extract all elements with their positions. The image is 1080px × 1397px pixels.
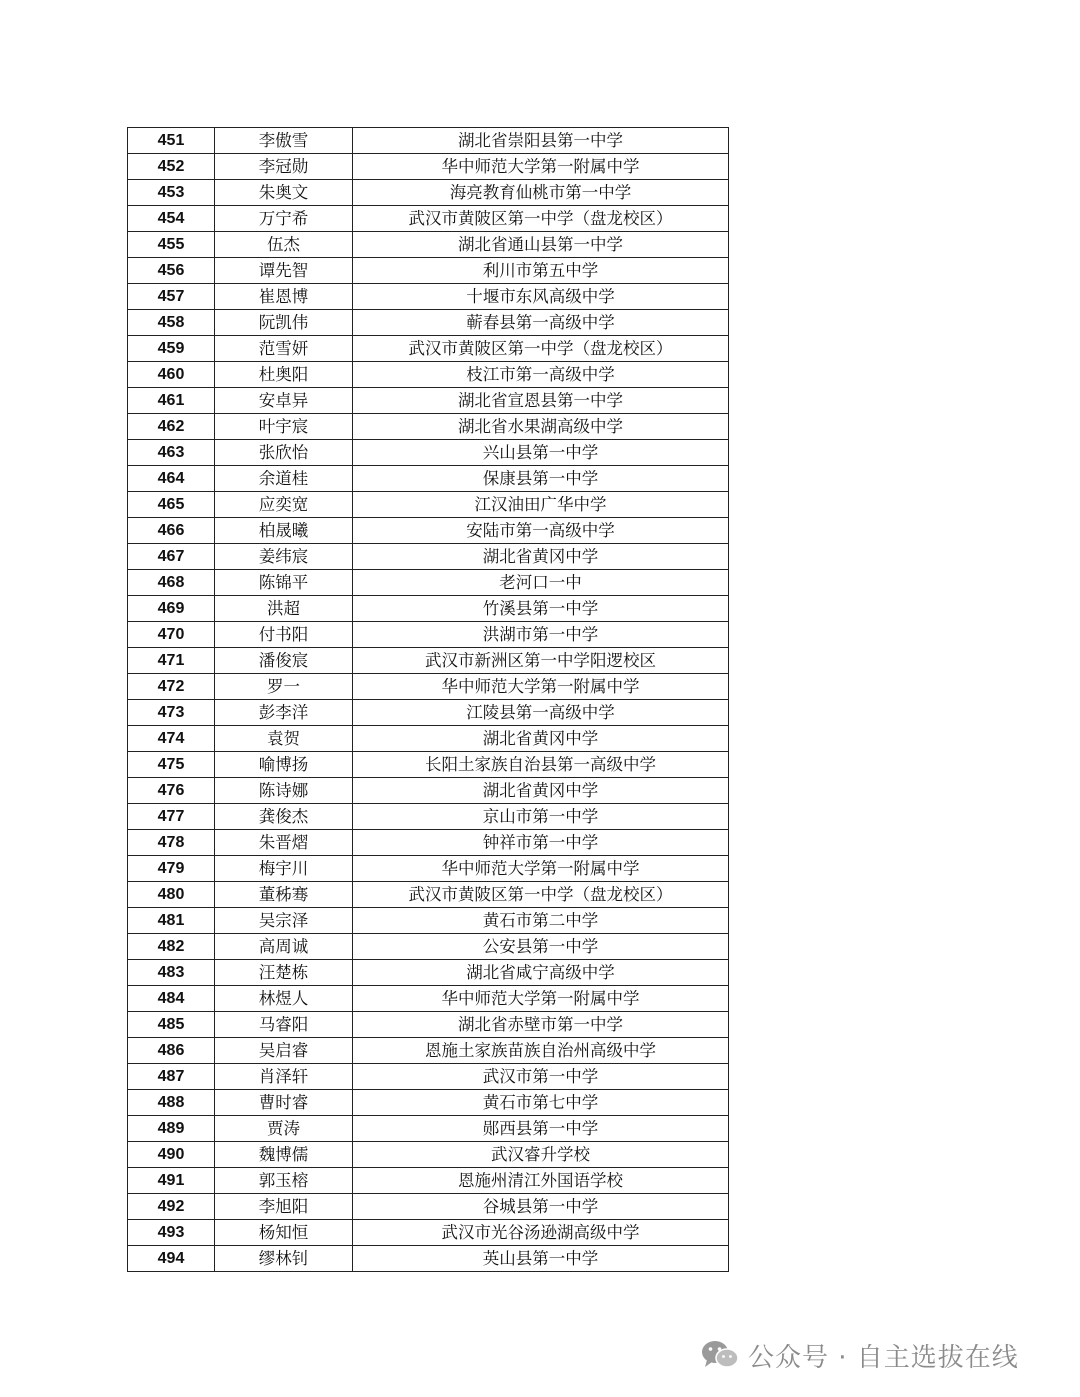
row-number: 471 [128, 648, 215, 674]
student-name: 阮凯伟 [215, 310, 353, 336]
student-name: 高周诚 [215, 934, 353, 960]
row-number: 455 [128, 232, 215, 258]
student-name: 叶宇宸 [215, 414, 353, 440]
table-row [128, 206, 729, 232]
student-name: 缪林钊 [215, 1246, 353, 1272]
row-number: 452 [128, 154, 215, 180]
school-name: 武汉市黄陂区第一中学（盘龙校区） [353, 882, 729, 908]
student-name: 袁贺 [215, 726, 353, 752]
table-row [128, 388, 729, 414]
row-number: 473 [128, 700, 215, 726]
school-name: 黄石市第二中学 [353, 908, 729, 934]
row-number: 469 [128, 596, 215, 622]
row-number: 485 [128, 1012, 215, 1038]
student-name: 张欣怡 [215, 440, 353, 466]
row-number: 478 [128, 830, 215, 856]
table-row [128, 362, 729, 388]
school-name: 英山县第一中学 [353, 1246, 729, 1272]
table-row [128, 1064, 729, 1090]
table-row [128, 310, 729, 336]
roster-table [127, 127, 729, 1272]
school-name: 江陵县第一高级中学 [353, 700, 729, 726]
student-name: 彭李洋 [215, 700, 353, 726]
table-row [128, 466, 729, 492]
school-name: 武汉市新洲区第一中学阳逻校区 [353, 648, 729, 674]
row-number: 461 [128, 388, 215, 414]
table-row [128, 700, 729, 726]
student-name: 姜纬宸 [215, 544, 353, 570]
table-row [128, 1142, 729, 1168]
table-row [128, 1090, 729, 1116]
student-name: 朱晋熠 [215, 830, 353, 856]
school-name: 湖北省赤壁市第一中学 [353, 1012, 729, 1038]
school-name: 保康县第一中学 [353, 466, 729, 492]
row-number: 460 [128, 362, 215, 388]
table-row [128, 1168, 729, 1194]
table-row [128, 960, 729, 986]
school-name: 长阳土家族自治县第一高级中学 [353, 752, 729, 778]
table-row [128, 180, 729, 206]
school-name: 湖北省水果湖高级中学 [353, 414, 729, 440]
school-name: 湖北省黄冈中学 [353, 544, 729, 570]
row-number: 451 [128, 128, 215, 154]
student-name: 万宁希 [215, 206, 353, 232]
table-row [128, 1116, 729, 1142]
row-number: 462 [128, 414, 215, 440]
row-number: 476 [128, 778, 215, 804]
row-number: 477 [128, 804, 215, 830]
row-number: 488 [128, 1090, 215, 1116]
table-row [128, 1038, 729, 1064]
row-number: 463 [128, 440, 215, 466]
table-row [128, 1220, 729, 1246]
row-number: 490 [128, 1142, 215, 1168]
row-number: 459 [128, 336, 215, 362]
table-row [128, 856, 729, 882]
school-name: 江汉油田广华中学 [353, 492, 729, 518]
student-name: 罗一 [215, 674, 353, 700]
student-name: 吴启睿 [215, 1038, 353, 1064]
school-name: 华中师范大学第一附属中学 [353, 674, 729, 700]
student-name: 林煜人 [215, 986, 353, 1012]
school-name: 华中师范大学第一附属中学 [353, 856, 729, 882]
row-number: 494 [128, 1246, 215, 1272]
student-name: 洪超 [215, 596, 353, 622]
row-number: 481 [128, 908, 215, 934]
row-number: 453 [128, 180, 215, 206]
student-name: 吴宗泽 [215, 908, 353, 934]
student-name: 曹时睿 [215, 1090, 353, 1116]
student-name: 喻博扬 [215, 752, 353, 778]
school-name: 安陆市第一高级中学 [353, 518, 729, 544]
school-name: 武汉市黄陂区第一中学（盘龙校区） [353, 206, 729, 232]
student-name: 安卓异 [215, 388, 353, 414]
table-row [128, 726, 729, 752]
row-number: 474 [128, 726, 215, 752]
table-row [128, 336, 729, 362]
school-name: 恩施土家族苗族自治州高级中学 [353, 1038, 729, 1064]
row-number: 487 [128, 1064, 215, 1090]
table-row [128, 882, 729, 908]
wechat-icon [700, 1338, 740, 1372]
table-row [128, 1246, 729, 1272]
school-name: 恩施州清江外国语学校 [353, 1168, 729, 1194]
table-row [128, 908, 729, 934]
row-number: 472 [128, 674, 215, 700]
school-name: 蕲春县第一高级中学 [353, 310, 729, 336]
table-row [128, 622, 729, 648]
student-name: 李冠勋 [215, 154, 353, 180]
table-row [128, 596, 729, 622]
student-name: 杨知恒 [215, 1220, 353, 1246]
table-row [128, 1012, 729, 1038]
student-name: 龚俊杰 [215, 804, 353, 830]
student-name: 郭玉榕 [215, 1168, 353, 1194]
school-name: 武汉市第一中学 [353, 1064, 729, 1090]
table-row [128, 830, 729, 856]
table-row [128, 1194, 729, 1220]
table-row [128, 544, 729, 570]
watermark [700, 1333, 1019, 1377]
school-name: 湖北省通山县第一中学 [353, 232, 729, 258]
school-name: 枝江市第一高级中学 [353, 362, 729, 388]
school-name: 老河口一中 [353, 570, 729, 596]
table-row [128, 154, 729, 180]
row-number: 464 [128, 466, 215, 492]
row-number: 486 [128, 1038, 215, 1064]
table-row [128, 752, 729, 778]
row-number: 456 [128, 258, 215, 284]
row-number: 458 [128, 310, 215, 336]
student-name: 肖泽轩 [215, 1064, 353, 1090]
student-name: 柏晟曦 [215, 518, 353, 544]
row-number: 491 [128, 1168, 215, 1194]
row-number: 467 [128, 544, 215, 570]
student-name: 付书阳 [215, 622, 353, 648]
table-row [128, 518, 729, 544]
table-row [128, 934, 729, 960]
school-name: 十堰市东风高级中学 [353, 284, 729, 310]
student-name: 陈诗娜 [215, 778, 353, 804]
school-name: 京山市第一中学 [353, 804, 729, 830]
school-name: 湖北省宣恩县第一中学 [353, 388, 729, 414]
student-name: 马睿阳 [215, 1012, 353, 1038]
student-name: 余道桂 [215, 466, 353, 492]
row-number: 484 [128, 986, 215, 1012]
student-name: 潘俊宸 [215, 648, 353, 674]
row-number: 465 [128, 492, 215, 518]
student-name: 应奕宽 [215, 492, 353, 518]
row-number: 475 [128, 752, 215, 778]
student-name: 陈锦平 [215, 570, 353, 596]
student-name: 范雪妍 [215, 336, 353, 362]
table-row [128, 128, 729, 154]
school-name: 华中师范大学第一附属中学 [353, 986, 729, 1012]
student-name: 杜奥阳 [215, 362, 353, 388]
school-name: 公安县第一中学 [353, 934, 729, 960]
table-row [128, 570, 729, 596]
row-number: 493 [128, 1220, 215, 1246]
row-number: 483 [128, 960, 215, 986]
student-name: 汪楚栋 [215, 960, 353, 986]
student-name: 伍杰 [215, 232, 353, 258]
school-name: 兴山县第一中学 [353, 440, 729, 466]
table-row [128, 492, 729, 518]
student-name: 崔恩博 [215, 284, 353, 310]
school-name: 湖北省咸宁高级中学 [353, 960, 729, 986]
table-row [128, 804, 729, 830]
school-name: 武汉市光谷汤逊湖高级中学 [353, 1220, 729, 1246]
school-name: 海亮教育仙桃市第一中学 [353, 180, 729, 206]
row-number: 482 [128, 934, 215, 960]
student-name: 朱奥文 [215, 180, 353, 206]
table-row [128, 440, 729, 466]
table-row [128, 778, 729, 804]
student-name: 魏博儒 [215, 1142, 353, 1168]
school-name: 利川市第五中学 [353, 258, 729, 284]
school-name: 武汉市黄陂区第一中学（盘龙校区） [353, 336, 729, 362]
row-number: 466 [128, 518, 215, 544]
table-row [128, 648, 729, 674]
school-name: 洪湖市第一中学 [353, 622, 729, 648]
row-number: 470 [128, 622, 215, 648]
school-name: 湖北省黄冈中学 [353, 778, 729, 804]
table-row [128, 232, 729, 258]
student-name: 李傲雪 [215, 128, 353, 154]
watermark-text: 公众号 · 自主选拔在线 [748, 1342, 1019, 1373]
row-number: 479 [128, 856, 215, 882]
row-number: 454 [128, 206, 215, 232]
roster-body [128, 128, 729, 1272]
school-name: 郧西县第一中学 [353, 1116, 729, 1142]
row-number: 489 [128, 1116, 215, 1142]
row-number: 480 [128, 882, 215, 908]
student-name: 董秭骞 [215, 882, 353, 908]
student-name: 梅宇川 [215, 856, 353, 882]
school-name: 竹溪县第一中学 [353, 596, 729, 622]
student-name: 贾涛 [215, 1116, 353, 1142]
table-row [128, 284, 729, 310]
table-row [128, 674, 729, 700]
table-row [128, 986, 729, 1012]
row-number: 468 [128, 570, 215, 596]
student-name: 李旭阳 [215, 1194, 353, 1220]
school-name: 谷城县第一中学 [353, 1194, 729, 1220]
school-name: 华中师范大学第一附属中学 [353, 154, 729, 180]
school-name: 黄石市第七中学 [353, 1090, 729, 1116]
school-name: 湖北省黄冈中学 [353, 726, 729, 752]
school-name: 湖北省崇阳县第一中学 [353, 128, 729, 154]
school-name: 武汉睿升学校 [353, 1142, 729, 1168]
table-row [128, 258, 729, 284]
school-name: 钟祥市第一中学 [353, 830, 729, 856]
student-name: 谭先智 [215, 258, 353, 284]
row-number: 492 [128, 1194, 215, 1220]
row-number: 457 [128, 284, 215, 310]
table-row [128, 414, 729, 440]
